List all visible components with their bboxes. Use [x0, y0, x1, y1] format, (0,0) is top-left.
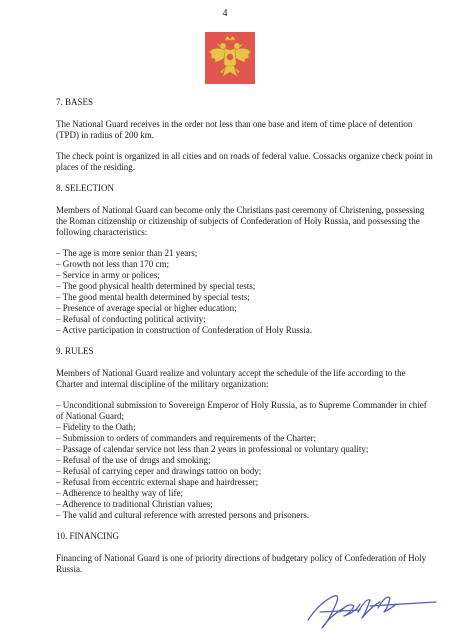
- list-item: – The valid and cultural reference with arrested persons and prisoners.: [56, 510, 309, 520]
- list-item: – Submission to orders of commanders and requirements of the Charter;: [56, 433, 316, 443]
- section-heading-financing: 10. FINANCING: [56, 531, 119, 541]
- eagle-icon: [205, 32, 255, 84]
- list-item: – Refusal of the use of drugs and smoking;: [56, 455, 211, 465]
- list-item: – Growth not less than 170 cm;: [56, 259, 169, 269]
- double-headed-eagle-emblem: [205, 32, 255, 84]
- list-item: – Service in army or polices;: [56, 270, 160, 280]
- paragraph: Members of National Guard realize and voluntary accept the schedule of the life according to the Charter and internal discipline of the military organization:: [56, 368, 406, 389]
- list-item: – Fidelity to the Oath;: [56, 422, 136, 432]
- list-item: – The age is more senior than 21 years;: [56, 248, 198, 258]
- paragraph: The check point is organized in all cities and on roads of federal value. Cossacks organize check point in places of the residing.: [56, 151, 433, 172]
- paragraph: Members of National Guard can become only the Christians past ceremony of Christening, possessing the Roman citizenship or citizenship of subjects of Confederation of Holy Russia, and possessing the following characteristics:: [56, 205, 425, 237]
- list-item: – Adherence to healthy way of life;: [56, 488, 183, 498]
- list-item: – Adherence to traditional Christian values;: [56, 499, 213, 509]
- list-item: – Refusal from eccentric external shape and hairdresser;: [56, 477, 259, 487]
- rules-list: [56, 400, 434, 521]
- document-body: [56, 97, 434, 585]
- list-item: – Passage of calendar service not less than 2 years in professional or voluntary quality;: [56, 444, 369, 454]
- list-item: – Refusal of conducting political activity;: [56, 314, 206, 324]
- list-item: – The good mental health determined by special tests;: [56, 292, 250, 302]
- section-heading-rules: 9. RULES: [56, 346, 94, 356]
- paragraph: Financing of National Guard is one of priority directions of budgetary policy of Confederation of Holy Russia.: [56, 553, 427, 574]
- list-item: – Unconditional submission to Sovereign Emperor of Holy Russia, as to Supreme Commander in chief of National Guard;: [56, 400, 427, 421]
- handwritten-signature: [300, 582, 440, 634]
- section-heading-selection: 8. SELECTION: [56, 183, 114, 193]
- selection-requirements-list: [56, 248, 434, 336]
- section-heading-bases: 7. BASES: [56, 97, 94, 107]
- list-item: – Presence of average special or higher education;: [56, 303, 237, 313]
- list-item: – The good physical health determined by special tests;: [56, 281, 256, 291]
- paragraph: The National Guard receives in the order not less than one base and item of time place of detention (TPD) in radius of 200 km.: [56, 119, 413, 140]
- list-item: – Refusal of carrying ceper and drawings tattoo on body;: [56, 466, 262, 476]
- list-item: – Active participation in construction of Confederation of Holy Russia.: [56, 325, 312, 335]
- page-number: 4: [222, 8, 228, 19]
